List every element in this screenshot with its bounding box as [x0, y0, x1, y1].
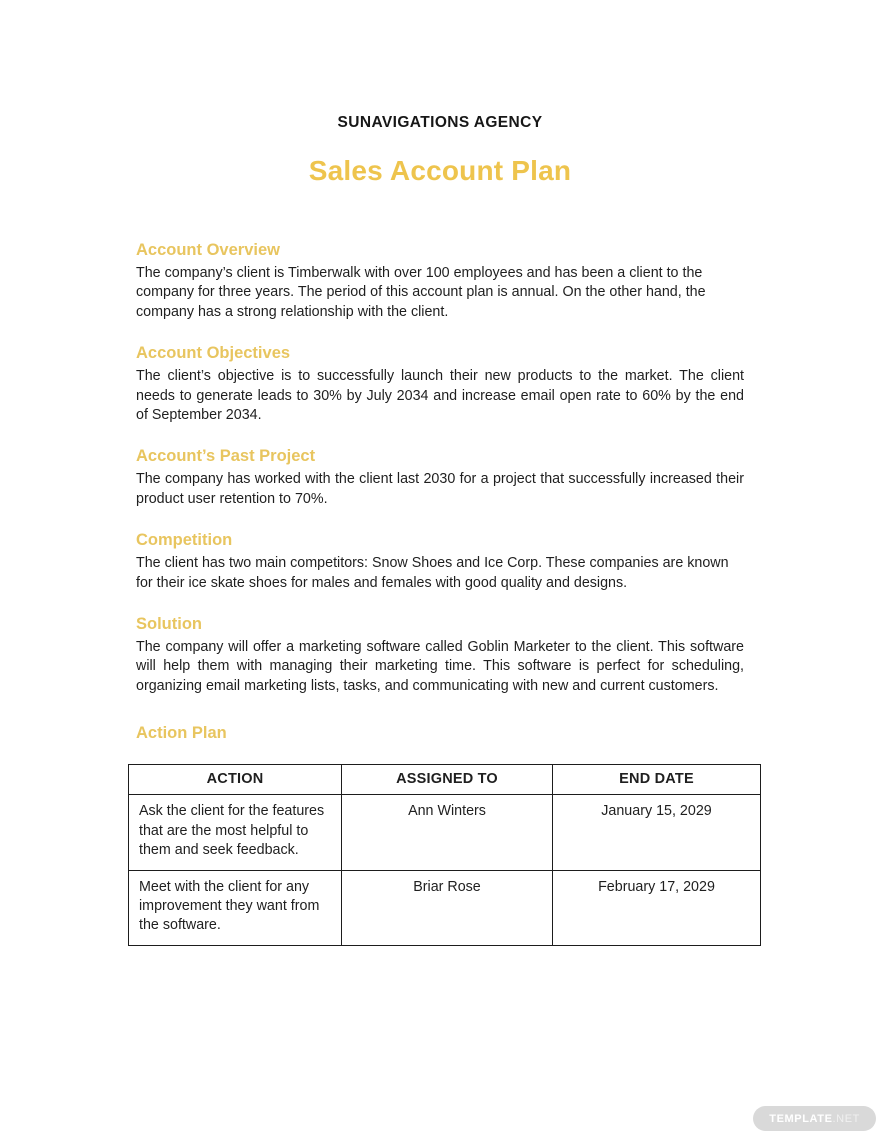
section-account-overview — [136, 240, 744, 322]
template-net-watermark — [753, 1106, 876, 1131]
end-date-cell: January 15, 2029 — [553, 795, 761, 870]
watermark-brand-bold: TEMPLATE — [769, 1112, 833, 1125]
section-solution — [136, 614, 744, 696]
assigned-to-cell: Briar Rose — [342, 870, 553, 945]
section-account-objectives — [136, 343, 744, 425]
section-heading-solution: Solution — [136, 615, 202, 634]
document-body — [136, 240, 744, 946]
action-cell: Meet with the client for any improvement they want from the software. — [129, 870, 342, 945]
section-heading-action-plan: Action Plan — [136, 724, 227, 743]
section-heading-competition: Competition — [136, 531, 233, 550]
section-accounts-past-project — [136, 446, 744, 509]
section-text-accounts-past-project: The company has worked with the client last 2030 for a project that successfully increased their product user retention to 70%. — [136, 471, 744, 507]
agency-name: SUNAVIGATIONS AGENCY — [337, 114, 543, 131]
table-header-row — [129, 765, 761, 795]
section-text-account-objectives: The client’s objective is to successfully launch their new products to the market. The client needs to generate leads to 30% by July 2034 and increase email open rate to 60% by the end of September 2034. — [136, 368, 744, 424]
column-header-action: ACTION — [129, 765, 342, 795]
section-heading-accounts-past-project: Account’s Past Project — [136, 447, 316, 466]
section-text-competition: The client has two main competitors: Snow Shoes and Ice Corp. These companies are known for their ice skate shoes for males and females with good quality and designs. — [136, 555, 729, 591]
section-action-plan — [136, 723, 744, 945]
end-date-cell: February 17, 2029 — [553, 870, 761, 945]
table-row — [129, 795, 761, 870]
watermark-brand-light: .NET — [832, 1112, 860, 1125]
action-cell: Ask the client for the features that are the most helpful to them and seek feedback. — [129, 795, 342, 870]
column-header-end-date: END DATE — [553, 765, 761, 795]
assigned-to-cell: Ann Winters — [342, 795, 553, 870]
table-row — [129, 870, 761, 945]
action-plan-table — [128, 764, 761, 945]
section-competition — [136, 530, 744, 593]
section-heading-account-overview: Account Overview — [136, 241, 280, 259]
document-title: Sales Account Plan — [308, 155, 572, 186]
section-text-account-overview: The company’s client is Timberwalk with over 100 employees and has been a client to the company for three years. The period of this account plan is annual. On the other hand, the company has a strong relationship with the client. — [136, 265, 706, 320]
section-heading-account-objectives: Account Objectives — [136, 344, 291, 363]
column-header-assigned-to: ASSIGNED TO — [342, 765, 553, 795]
section-text-solution: The company will offer a marketing software called Goblin Marketer to the client. This software will help them with managing their marketing time. This software is perfect for scheduling, organizing email marketing lists, tasks, and communicating with new and current customers. — [136, 639, 744, 694]
